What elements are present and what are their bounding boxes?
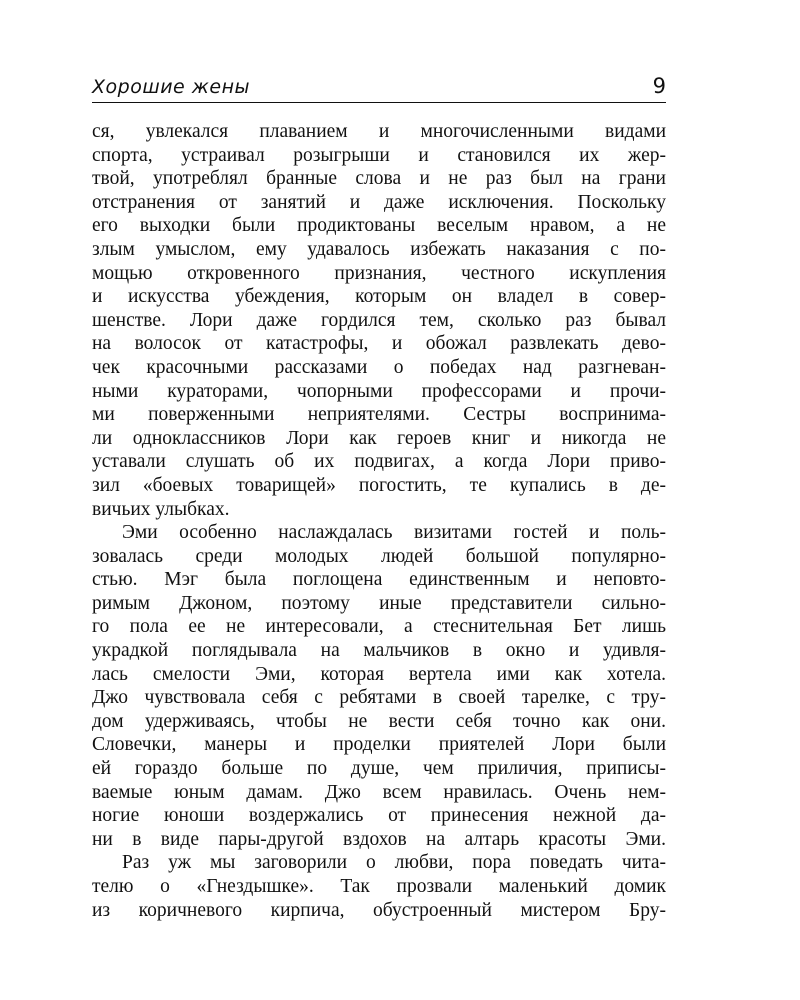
text-line: мощью откровенного признания, честного искупления xyxy=(92,262,666,284)
text-line: твой, употреблял бранные слова и не раз был на грани xyxy=(92,168,666,190)
text-line-paragraph-start: Эми особенно наслаждалась визитами гостей и поль- xyxy=(122,522,666,544)
text-line: зил «боевых товарищей» погостить, те купались в де- xyxy=(92,474,666,496)
text-line: его выходки были продиктованы веселым нравом, а не xyxy=(92,215,666,237)
text-line: зовалась среди молодых людей большой популярно- xyxy=(92,545,666,567)
running-head xyxy=(92,72,666,103)
text-line: лась смелости Эми, которая вертела ими как хотела. xyxy=(92,663,666,685)
text-line: го пола ее не интересовали, а стеснительная Бет лишь xyxy=(92,616,666,638)
text-line-paragraph-end: вичьих улыбках. xyxy=(92,498,230,520)
text-line: ми поверженными неприятелями. Сестры воспринима- xyxy=(92,404,666,426)
text-line: ными кураторами, чопорными профессорами и прочи- xyxy=(92,380,666,402)
text-line: на волосок от катастрофы, и обожал развлекать девo- xyxy=(92,333,666,355)
text-line: уставали слушать об их подвигах, а когда Лори приво- xyxy=(92,451,666,473)
text-line: из коричневого кирпича, обустроенный мистером Бру- xyxy=(92,899,666,921)
text-line: стью. Мэг была поглощена единственным и неповто- xyxy=(92,569,666,591)
text-line: телю о «Гнездышке». Так прозвали маленький домик xyxy=(92,876,666,897)
text-line: Словечки, манеры и проделки приятелей Лори были xyxy=(92,734,666,756)
text-line: ногие юноши воздержались от принесения нежной да- xyxy=(92,805,666,827)
page-number: 9 xyxy=(652,74,666,98)
text-line: римым Джоном, поэтому иные представители сильно- xyxy=(92,592,666,614)
text-line: спорта, устраивал розыгрыши и становился их жер- xyxy=(92,144,666,166)
text-line: чек красочными рассказами о победах над разгневан- xyxy=(92,356,666,378)
text-line: ся, увлекался плаванием и многочисленными видами xyxy=(92,121,666,142)
text-line: ваемые юным дамам. Джо всем нравилась. Очень нем- xyxy=(92,781,666,803)
text-line: отстранения от занятий и даже исключения. Поскольку xyxy=(92,191,666,213)
text-line-paragraph-end: ни в виде пары-другой вздохов на алтарь красоты Эми. xyxy=(92,828,666,850)
text-line: дом удерживаясь, чтобы не вести себя точно как они. xyxy=(92,710,666,732)
text-line: и искусства убеждения, которым он владел в совер- xyxy=(92,286,666,308)
text-line: украдкой поглядывала на мальчиков в окно и удивля- xyxy=(92,640,666,662)
body-text xyxy=(92,120,666,922)
running-title: Хорошие жены xyxy=(92,76,251,98)
text-line: шенстве. Лори даже гордился тем, сколько раз бывал xyxy=(92,309,666,331)
text-line-paragraph-start: Раз уж мы заговорили о любви, пора поведать чита- xyxy=(122,852,666,874)
text-line: ли одноклассников Лори как героев книг и никогда не xyxy=(92,427,666,449)
text-line: Джо чувствовала себя с ребятами в своей тарелке, с тру- xyxy=(92,687,666,709)
text-line: ей гораздо больше по душе, чем приличия, приписы- xyxy=(92,758,666,780)
text-line: злым умыслом, ему удавалось избежать наказания с по- xyxy=(92,238,666,260)
